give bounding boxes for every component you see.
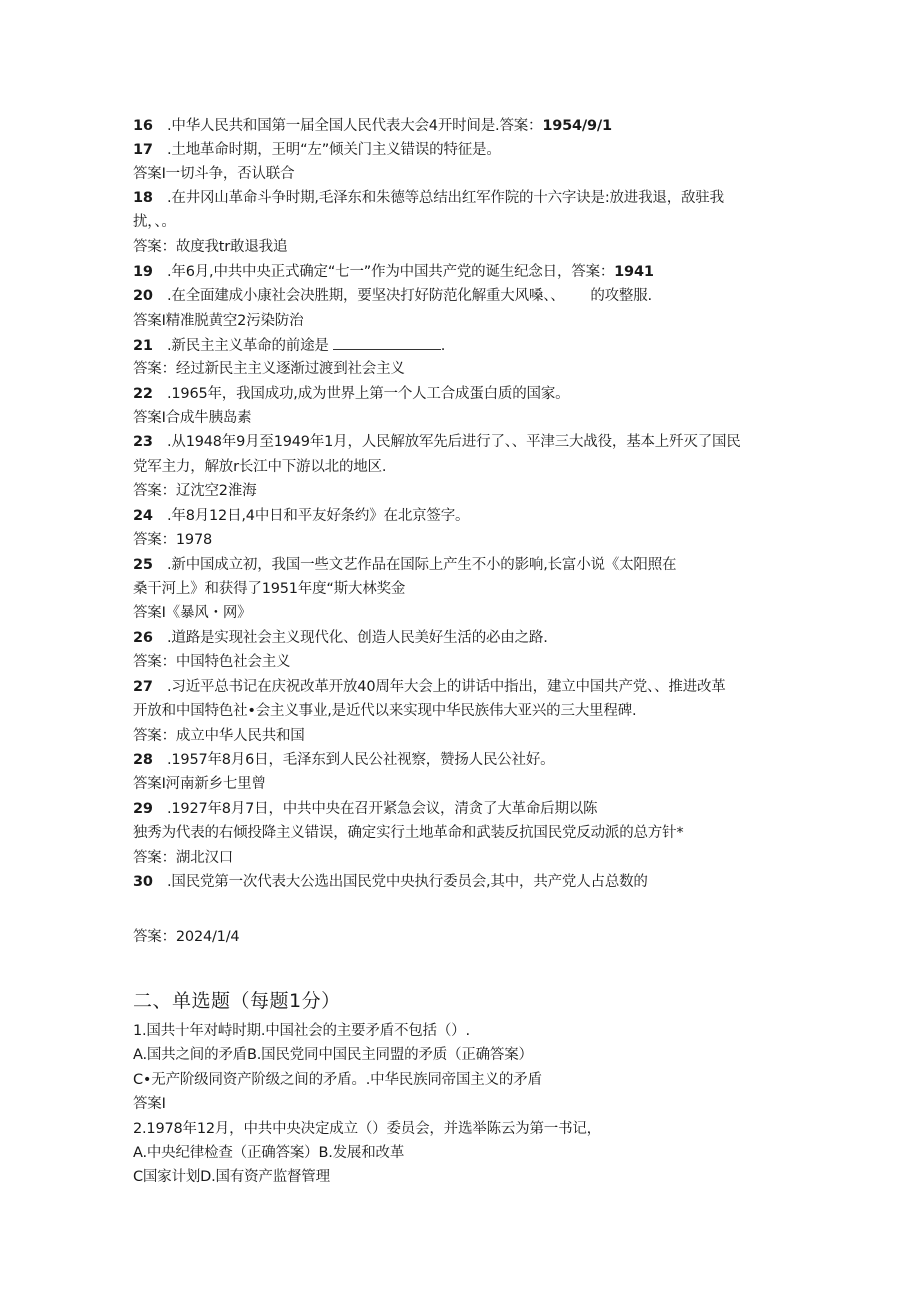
question-17 [133,140,501,160]
answer-30: 答案：2024/1/4 [133,929,240,945]
mcq-1-options-cd: C•无产阶级同资产阶级之间的矛盾。.中华民族同帝国主义的矛盾 [133,1072,542,1088]
question-16 [133,116,612,136]
question-text: .年8月12日,4中日和平友好条约》在北京签字。 [167,508,470,524]
question-number: 30 [133,874,153,890]
question-number: 18 [133,190,153,206]
fill-in-blank [333,335,441,350]
answer-29: 答案：湖北汉口 [133,850,234,866]
mcq-2-options-cd: C国家计划D.国有资产监督管理 [133,1169,330,1185]
answer-24: 答案：1978 [133,532,213,548]
question-29 [133,799,597,819]
question-number: 29 [133,801,153,817]
question-number: 21 [133,338,153,354]
question-number: 17 [133,142,153,158]
question-answer-inline: 1941 [614,264,654,280]
question-number: 24 [133,508,153,524]
question-number: 27 [133,679,153,695]
mcq-1-question: 1.国共十年对峙时期.中国社会的主要矛盾不包括（）. [133,1023,470,1039]
question-text: .道路是实现社会主义现代化、创造人民美好生活的必由之路. [167,630,548,646]
answer-18: 答案：故度我tr敢退我追 [133,239,288,255]
question-18-continued: 扰，、。 [133,214,176,230]
question-number: 16 [133,118,153,134]
answer-17: 答案I一切斗争，否认联合 [133,166,295,182]
mcq-1-answer: 答案I [133,1096,166,1112]
question-24 [133,506,469,526]
answer-21: 答案：经过新民主主义逐渐过渡到社会主义 [133,361,405,377]
section-title: 二、单选题（每题1分） [133,990,341,1012]
question-text: .1927年8月7日，中共中央在召开紧急会议，清贪了大革命后期以陈 [167,801,598,817]
question-text: .在全面建成小康社会决胜期，要坚决打好防范化解重大风嗓、、 的攻整服. [167,288,652,304]
question-19 [133,262,654,282]
question-number: 19 [133,264,153,280]
question-text: .中华人民共和国第一届全国人民代表大会4开时间是.答案： [167,118,543,134]
question-25-continued: 桑干河上》和获得了1951年度“斯大林奖金 [133,581,406,597]
question-27 [133,677,726,697]
question-number: 28 [133,752,153,768]
question-25 [133,555,676,575]
question-text: .新民主主义革命的前途是 [167,338,329,354]
question-number: 25 [133,557,153,573]
mcq-1-options-ab: A.国共之间的矛盾B.国民党同中国民主同盟的矛质（正确答案） [133,1047,533,1063]
question-20 [133,286,652,306]
question-text: .1965年，我国成功,成为世界上第一个人工合成蛋白质的国家。 [167,386,570,402]
question-26 [133,628,548,648]
answer-22: 答案I合成牛胰岛素 [133,410,252,426]
question-text: .年6月,中共中央正式确定“七一”作为中国共产党的诞生纪念日，答案： [167,264,615,280]
question-text: .从1948年9月至1949年1月，人民解放军先后进行了、、平津三大战役，基本上歼灭了国民 [167,434,741,450]
mcq-2-question: 2.1978年12月，中共中央决定成立（）委员会，并选举陈云为第一书记， [133,1121,601,1137]
answer-25: 答案I《暴风・网》 [133,605,252,621]
answer-26: 答案：中国特色社会主义 [133,654,291,670]
answer-20: 答案I精准脱黄空2污染防治 [133,313,304,329]
question-text: .习近平总书记在庆祝改革开放40周年大会上的讲话中指出，建立中国共产党、、推进改革 [167,679,726,695]
question-text: .1957年8月6日，毛泽东到人民公社视察，赞扬人民公社好。 [167,752,555,768]
question-22 [133,384,569,404]
question-text: .在井冈山革命斗争时期,毛泽东和朱德等总结出红军作院的十六字诀是:放进我退，敌驻我 [167,190,724,206]
question-28 [133,750,554,770]
blank-end-punct: . [440,338,446,354]
answer-23: 答案：辽沈空2淮海 [133,483,257,499]
question-27-continued: 开放和中国特色社•会主义事业,是近代以来实现中华民族伟大亚兴的三大里程碑. [133,703,637,719]
question-text: .新中国成立初，我国一些文艺作品在国际上产生不小的影响,长富小说《太阳照在 [167,557,677,573]
question-29-continued: 独秀为代表的右倾投降主义错误，确定实行土地革命和武装反抗国民党反动派的总方针* [133,825,684,841]
question-answer-inline: 1954/9/1 [542,118,612,134]
question-23 [133,432,741,452]
mcq-2-options-ab: A.中央纪律检查（正确答案）B.发展和改革 [133,1145,405,1161]
question-number: 22 [133,386,153,402]
answer-28: 答案I河南新乡七里曾 [133,776,266,792]
question-21 [133,335,445,356]
question-number: 20 [133,288,153,304]
question-text: .土地革命时期，王明“左”倾关门主义错误的特征是。 [167,142,501,158]
question-23-continued: 党军主力，解放r长江中下游以北的地区. [133,459,387,475]
question-18 [133,188,724,208]
question-30 [133,872,648,892]
question-number: 23 [133,434,153,450]
question-number: 26 [133,630,153,646]
question-text: .国民党第一次代表大公选出国民党中央执行委员会,其中，共产党人占总数的 [167,874,648,890]
answer-27: 答案：成立中华人民共和国 [133,728,305,744]
